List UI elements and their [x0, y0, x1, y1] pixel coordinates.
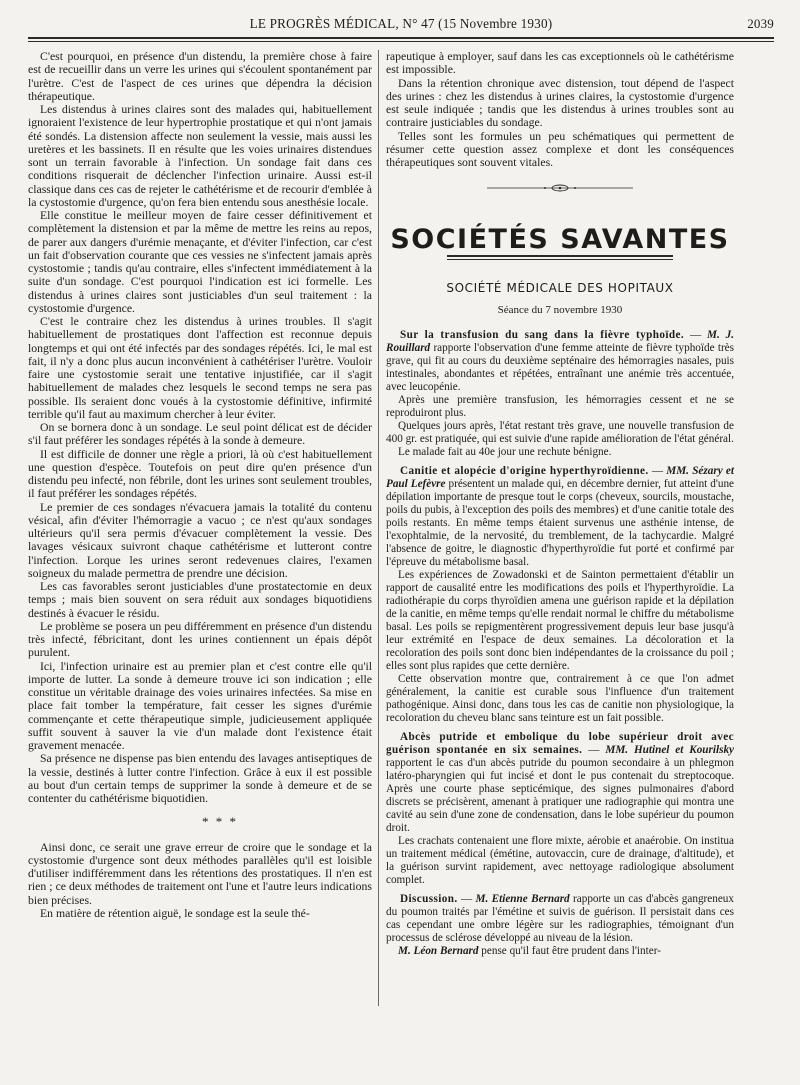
article-author: M. J. Rouillard	[386, 329, 735, 354]
article-heading: Canitie et alopécie d'origine hyperthyroïdienne.	[400, 465, 649, 477]
page-number: 2039	[747, 16, 774, 31]
paragraph: Il est difficile de donner une règle a priori, là où c'est habituellement une question d'espèce. Toutefois on peut dire qu'en présence d'un distendu peu infecté, non fébrile, dont les urines sont seulement troubles, il faut préférer les sondages répétés.	[28, 447, 372, 501]
article-paragraph: Abcès putride et embolique du lobe supérieur droit avec guérison spontanée en six semaines. — MM. Hutinel et Kourilsky rapportent le cas d'un abcès putride du poumon secondaire à un phlegmon latéro-pharyngien qui fut incisé et dont le pus contenait du streptocoque. Après une courte phase septicémique, des signes pulmonaires d'abord discrets se précisèrent, amenant à pratiquer une radiographie qui montra une cavité au sein d'une zone de condensation, dans le lobe supérieur du poumon droit.	[386, 731, 735, 834]
session-date: Séance du 7 novembre 1930	[497, 303, 623, 316]
article-heading: Discussion.	[400, 893, 458, 905]
section-title-rule-thin	[447, 259, 673, 260]
article-paragraph: Canitie et alopécie d'origine hyperthyroïdienne. — MM. Sézary et Paul Lefèvre présentent un malade qui, en décembre dernier, fut atteint d'une dépilation importante de presque tout le corps (cheveux, sourcils, moustache, poils du pubis, à l'exception des poils des membres) et d'une canitie totale des poils restants. En même temps étaient survenus une asthénie intense, de l'exophtalmie, de la nervosité, du tremblement, de la tachycardie. Malgré l'absence de goitre, le diagnostic d'hyperthyroïdie fut porté et confirmé par l'épreuve du métabolisme basal.	[386, 465, 735, 568]
paragraph: Elle constitue le meilleur moyen de faire cesser définitivement et complètement la distension et par la même de mettre les reins au repos, de parer aux dangers d'urémie menaçante, et d'éviter l'infection, car c'est un fait d'observation courante que ces vessies ne s'infectent jamais après cystostomie ; tandis qu'au contraire, elles s'infectent immédiatement à la suite d'un sondage. C'est pourquoi l'indication est ici formelle. Les distendus à urines claires sont justiciables d'un seul traitement : la cystostomie d'urgence.	[28, 209, 372, 315]
section-title: SOCIÉTÉS SAVANTES	[390, 224, 730, 256]
running-header	[28, 14, 774, 36]
paragraph: Telles sont les formules un peu schématiques qui permettent de résumer cette question assez complexe et dont les conséquences thérapeutiques sont souvent vitales.	[386, 129, 734, 169]
article-text: présentent un malade qui, en décembre dernier, fut atteint d'une dépilation importante de presque tout le corps (cheveux, sourcils, moustache, poils du pubis, à l'exception des poils des membres) et d'une canitie totale des poils restants. En même temps étaient survenus une asthénie intense, de l'exophtalmie, de la nervosité, du tremblement, de la tachycardie. Malgré l'absence de goitre, le diagnostic d'hyperthyroïdie fut porté et confirmé par l'épreuve du métabolisme basal.	[386, 478, 735, 568]
article-author: MM. Sézary et Paul Lefèvre	[386, 465, 734, 490]
section-break-stars: * * *	[202, 814, 238, 830]
paragraph: Les cas favorables seront justiciables d'une prostatectomie en deux temps ; mais bien souvent on sera réduit aux sondages biquotidiens destinés à évacuer le résidu.	[28, 580, 372, 620]
article-paragraph: Cette observation montre que, contrairement à ce que l'on admet généralement, la canitie est curable sous l'influence d'un traitement pathogénique. Ainsi donc, dans tous les cas de canitie non physiologique, la recoloration du cheveu blanc sans teinture est un fait possible.	[386, 673, 734, 724]
paragraph: Ainsi donc, ce serait une grave erreur de croire que le sondage et la cystostomie d'urgence sont deux méthodes parallèles qu'il est loisible d'utiliser indifféremment dans les rétentions des prostatiques. Il n'en est rien ; ce deux méthodes de traitement ont l'une et l'autre leurs indications bien précises.	[28, 840, 372, 907]
article-paragraph	[386, 945, 734, 958]
society-name: SOCIÉTÉ MÉDICALE DES HOPITAUX	[446, 280, 674, 295]
paragraph: C'est le contraire chez les distendus à urines troubles. Il s'agit habituellement de prostatiques dont l'affection est reconnue depuis longtemps et qui ont été infectés par des sondages répétés. Ici, le mal est fait, il n'y a donc plus aucun inconvénient à cathétériser l'urètre. Vouloir faire une cystostomie serait une tentative injustifiée, car il s'agit habituellement de malades chez lesquels le second temps ne sera pas possible. Ils seraient donc voués à la cystostomie définitive, infirmité terrible qu'il faut au maximum chercher à leur éviter.	[28, 315, 372, 421]
paragraph: Les distendus à urines claires sont des malades qui, habituellement ignoraient l'existence de leur hypertrophie prostatique et qui n'ont jamais été sondés. La distension affecte non seulement la vessie, mais aussi les uretères et les bassinets. Il en résulte que les voies urinaires distendues sont un terrain favorable à l'infection. Un sondage fait dans ces conditions risquerait de déclencher l'infection urinaire. Aussi est-il classique dans ces cas de rejeter le cathétérisme et de recourir d'emblée à la cystostomie d'urgence, qu'on fera bien entendu sous anesthésie locale.	[28, 103, 372, 209]
article-paragraph: Quelques jours après, l'état restant très grave, une nouvelle transfusion de 400 gr. est pratiquée, qui est suivie d'une rapide amélioration de l'état général.	[386, 420, 734, 445]
article-text: rapporte l'observation d'une femme atteinte de fièvre typhoïde très grave, qui fit au cours du deuxième septénaire des hémorragies nasales, puis intestinales, abondantes et répétées, entraînant une anémie très accentuée, avec leucopénie.	[386, 342, 735, 393]
paragraph: Le premier de ces sondages n'évacuera jamais la totalité du contenu vésical, afin d'éviter l'hémorragie a vacuo ; ce n'est qu'aux sondages ultérieurs qu'il sera permis d'évacuer complètement la vessie. Des lavages vésicaux suivront chaque cathétérisme et lutteront contre l'infection. Lorque les urines seront redevenues claires, l'examen soigneux du malade permettra de prendre une décision.	[28, 500, 372, 580]
left-column	[28, 50, 372, 920]
paragraph: rapeutique à employer, sauf dans les cas exceptionnels où le cathétérisme est impossible.	[386, 50, 734, 77]
proceedings	[386, 329, 734, 958]
paragraph: On se bornera donc à un sondage. Le seul point délicat est de décider s'il faut préférer les sondages répétés à la sonde à demeure.	[28, 421, 372, 448]
paragraph: Le problème se posera un peu différemment en présence d'un distendu très infecté, fébricitant, dont les urines contiennent un épais dépôt purulent.	[28, 619, 372, 660]
paragraph: Sa présence ne dispense pas bien entendu des lavages antiseptiques de la vessie, destinés à lutter contre l'infection. Grâce à eux il est possible au bout d'un certain temps de supprimer la sonde à demeure et de se contenter du cathétérisme biquotidien.	[28, 752, 372, 805]
article-paragraph: Sur la transfusion du sang dans la fièvre typhoïde. — M. J. Rouillard rapporte l'observation d'une femme atteinte de fièvre typhoïde très grave, qui fit au cours du deuxième septénaire des hémorragies nasales, puis intestinales, abondantes et répétées, entraînant une anémie très accentuée, avec leucopénie.	[386, 329, 735, 393]
article-paragraph: Discussion. — M. Etienne Bernard rapporte un cas d'abcès gangreneux du poumon traités par l'émétine et suivis de guérison. Il persistait dans ces cas cependant une ombre légère sur les radiographies, témoignant d'un processus de sclérose développé au niveau de la lésion.	[386, 893, 734, 944]
article-heading: Abcès putride et embolique du lobe supérieur droit avec guérison spontanée en six semaines.	[386, 731, 734, 756]
article-paragraph: Le malade fait au 40e jour une rechute bénigne.	[398, 446, 612, 458]
article-text: rapportent le cas d'un abcès putride du poumon secondaire à un phlegmon latéro-pharyngien qui fut incisé et dont le pus contenait du streptocoque. Après une courte phase septicémique, des signes pulmonaires d'abord discrets se précisèrent, amenant à pratiquer une radiographie qui montra une cavité au sein d'une zone de condensation, dans le lobe supérieur du poumon droit.	[386, 757, 734, 834]
article-heading: Sur la transfusion du sang dans la fièvre typhoïde.	[400, 329, 685, 341]
article-paragraph: Après une première transfusion, les hémorragies cessent et ne se reproduiront plus.	[386, 394, 734, 419]
article-paragraph: Les crachats contenaient une flore mixte, aérobie et anaérobie. On institua un traitement médical (émétine, autovaccin, cure de drainage, d'altitude), et la guérison survint rapidement, avec nettoyage radiologique absolument complet.	[386, 835, 734, 886]
article-paragraph: Les expériences de Zowadonski et de Sainton permettaient d'établir un rapport de causalité entre les modifications des poils et l'hyperthyroïdie. La radiothérapie du corps thyroïdien amena une guérison rapide et la dépilation de la canitie, en même temps qu'elle rendait normal le chiffre du métabolisme basal. Les poils se repigmentèrent progressivement depuis leur base jusqu'à leur extrémité en l'espace de deux semaines. La décoloration et la recoloration des poils sont donc bien indépendantes de la croissance du poil ; elles sont plus rapides que cette dernière.	[386, 569, 734, 672]
article-author: MM. Hutinel et Kourilsky	[605, 744, 735, 756]
journal-title: LE PROGRÈS MÉDICAL, N° 47 (15 Novembre 1930)	[249, 16, 553, 31]
article-text: rapporte un cas d'abcès gangreneux du poumon traités par l'émétine et suivis de guérison. Il persistait dans ces cas cependant une ombre légère sur les radiographies, témoignant d'un processus de sclérose développé au niveau de la lésion.	[386, 893, 734, 944]
article-author: M. Etienne Bernard	[475, 893, 570, 905]
ornament-divider-icon	[485, 183, 635, 193]
column-divider	[378, 50, 379, 1006]
article-text: pense qu'il faut être prudent dans l'inter-	[481, 945, 661, 957]
right-column	[386, 50, 734, 958]
article-author: M. Léon Bernard	[398, 945, 479, 957]
paragraph: Dans la rétention chronique avec distension, tout dépend de l'aspect des urines : chez les distendus à urines claires, la cystostomie d'urgence est seule indiquée ; tandis que les distendus à urines troubles sont au contraire justiciables du sondage.	[386, 76, 734, 130]
header-rule	[28, 37, 774, 39]
paragraph: En matière de rétention aiguë, le sondage est la seule thé-	[40, 906, 310, 920]
paragraph: Ici, l'infection urinaire est au premier plan et c'est contre elle qu'il importe de lutter. La sonde à demeure trouve ici son indication ; elle constitue un véritable drainage des voies urinaires infectées. Sa mise en place fait tomber la température, fait cesser les signes d'urémie commençante et cette thérapeutique simple, judicieusement appliquée suffit souvent à sauver la vie d'un malade dont l'existence était gravement menacée.	[28, 659, 372, 752]
paragraph: C'est pourquoi, en présence d'un distendu, la première chose à faire est de recueillir dans un verre les urines qui s'écoulent spontanément par l'urètre. C'est de l'aspect de ces urines que dépendra la décision thérapeutique.	[28, 50, 372, 103]
header-rule-thin	[28, 41, 774, 42]
